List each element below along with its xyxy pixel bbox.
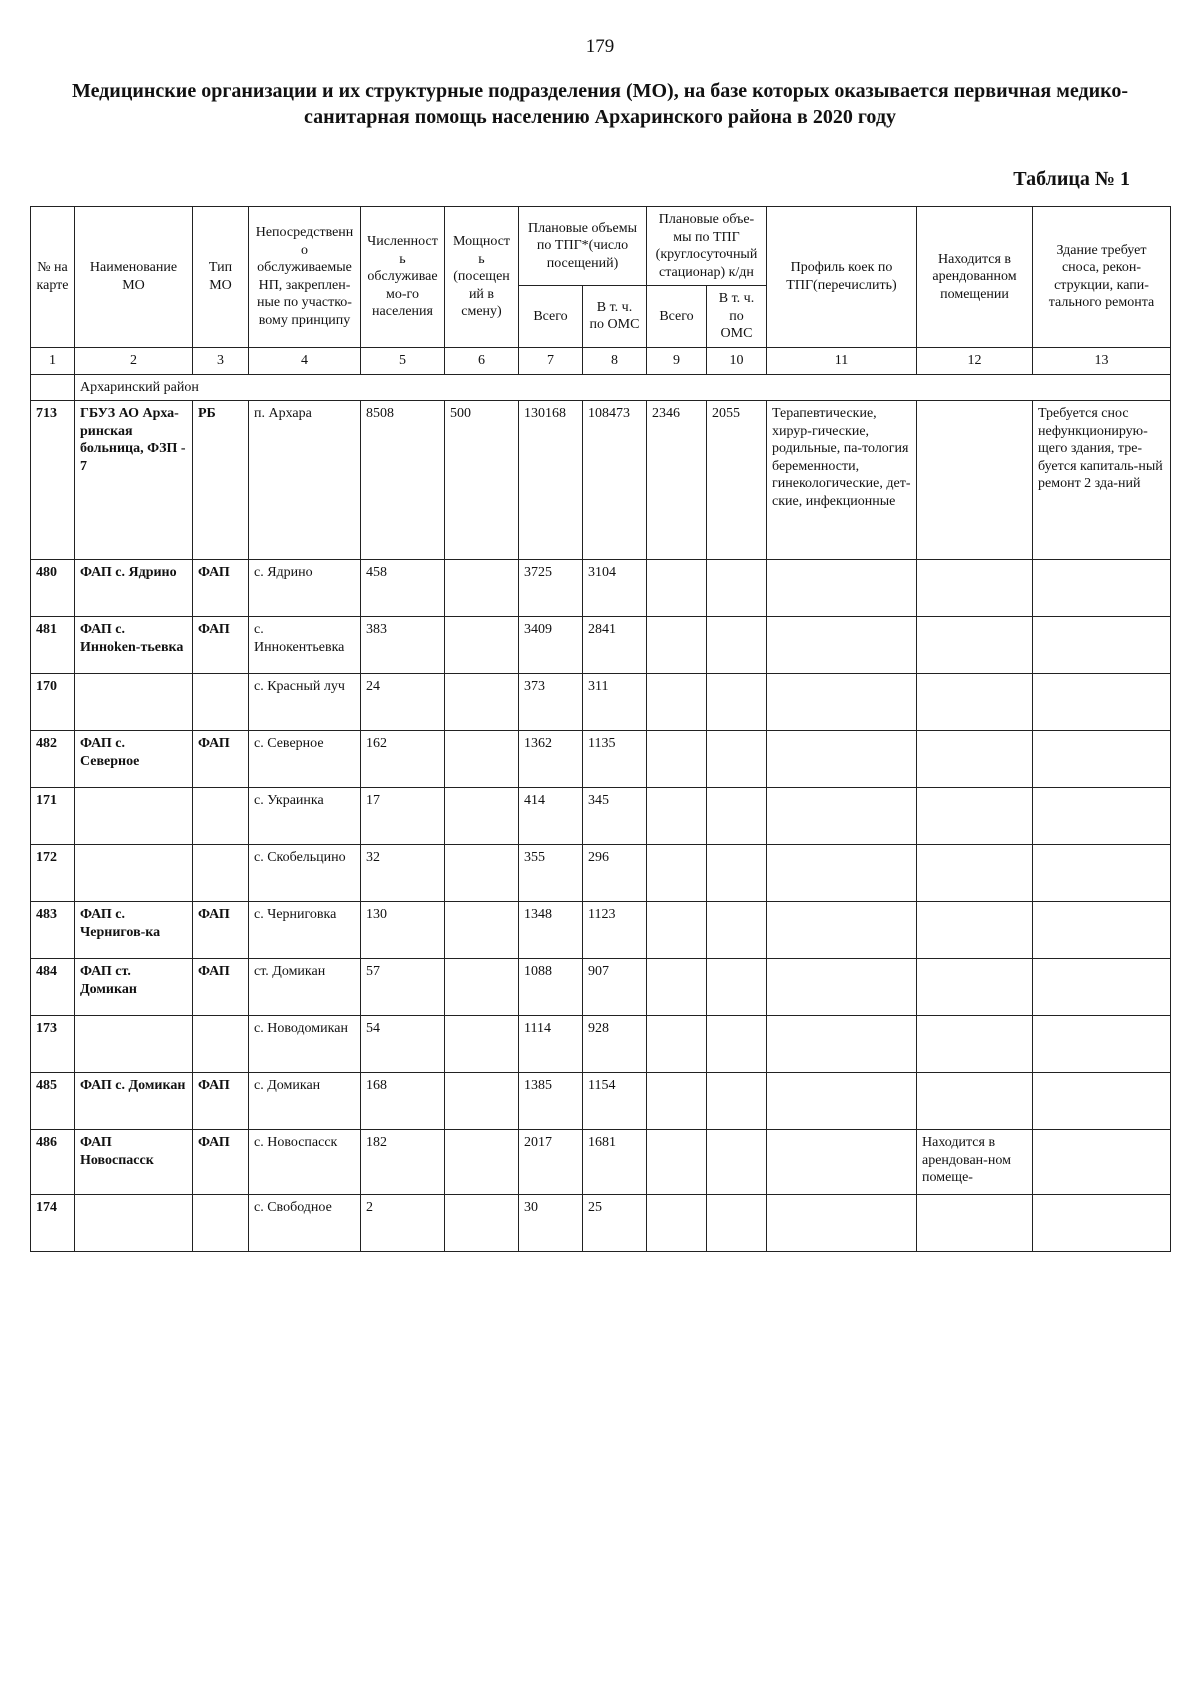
table-cell-col-7: 3725 <box>519 560 583 617</box>
header-mo-name: Наименование МО <box>75 207 193 348</box>
table-cell-col-12 <box>917 959 1033 1016</box>
table-cell-col-4: с. Новодомикан <box>249 1016 361 1073</box>
header-map-number: № на карте <box>31 207 75 348</box>
header-visits-plan: Плановые объемы по ТПГ*(число посещений) <box>519 207 647 286</box>
table-cell-col-3 <box>193 1195 249 1252</box>
table-row <box>31 1016 1171 1073</box>
table-cell-col-5: 57 <box>361 959 445 1016</box>
table-cell-col-4: с. Иннокентьевка <box>249 617 361 674</box>
table-cell-col-8: 1154 <box>583 1073 647 1130</box>
table-cell-col-13 <box>1033 617 1171 674</box>
table-cell-col-6 <box>445 1195 519 1252</box>
header-hospital-plan: Плановые объе-мы по ТПГ (круглосуточный стационар) к/дн <box>647 207 767 286</box>
table-cell-col-12 <box>917 401 1033 560</box>
table-cell-col-10 <box>707 788 767 845</box>
table-cell-col-8: 296 <box>583 845 647 902</box>
table-cell-col-8: 345 <box>583 788 647 845</box>
table-cell-col-8: 3104 <box>583 560 647 617</box>
table-cell-col-4: с. Домикан <box>249 1073 361 1130</box>
table-cell-col-5: 182 <box>361 1130 445 1195</box>
table-cell-col-2: ФАП Новоспасск <box>75 1130 193 1195</box>
table-cell-col-12 <box>917 1195 1033 1252</box>
column-number: 1 <box>31 347 75 374</box>
table-cell-col-4: с. Ядрино <box>249 560 361 617</box>
column-number: 11 <box>767 347 917 374</box>
table-cell-col-6 <box>445 617 519 674</box>
table-cell-col-3 <box>193 674 249 731</box>
table-cell-col-8: 1123 <box>583 902 647 959</box>
subheader-visits-oms: В т. ч. по ОМС <box>583 286 647 348</box>
table-cell-col-7: 1088 <box>519 959 583 1016</box>
table-cell-col-1: 481 <box>31 617 75 674</box>
table-cell-col-8: 311 <box>583 674 647 731</box>
table-cell-col-2: ФАП с. Чернигов-ка <box>75 902 193 959</box>
table-cell-col-11: Терапевтические, хирур-гические, родильные, па-тология беременности, гинекологические, дет-ские, инфекционные <box>767 401 917 560</box>
table-cell-col-9 <box>647 959 707 1016</box>
table-cell-col-10 <box>707 959 767 1016</box>
table-cell-col-6 <box>445 1016 519 1073</box>
table-cell-col-10 <box>707 1073 767 1130</box>
table-cell-col-3: ФАП <box>193 617 249 674</box>
table-cell-col-7: 1385 <box>519 1073 583 1130</box>
table-cell-col-7: 1348 <box>519 902 583 959</box>
table-row <box>31 1195 1171 1252</box>
table-cell-col-9 <box>647 1195 707 1252</box>
header-capacity: Мощность (посещений в смену) <box>445 207 519 348</box>
table-cell-col-7: 355 <box>519 845 583 902</box>
column-number: 7 <box>519 347 583 374</box>
table-cell-col-6 <box>445 674 519 731</box>
table-cell-col-13 <box>1033 1016 1171 1073</box>
table-cell-col-6 <box>445 902 519 959</box>
column-number: 2 <box>75 347 193 374</box>
table-cell-col-5: 2 <box>361 1195 445 1252</box>
table-cell-col-13 <box>1033 959 1171 1016</box>
column-number: 5 <box>361 347 445 374</box>
table-cell-col-1: 483 <box>31 902 75 959</box>
table-cell-col-2 <box>75 1016 193 1073</box>
table-cell-col-13 <box>1033 674 1171 731</box>
header-row <box>31 207 1171 286</box>
table-cell-col-10 <box>707 674 767 731</box>
table-number: Таблица № 1 <box>1013 168 1130 190</box>
table-cell-col-7: 3409 <box>519 617 583 674</box>
table-cell-col-9 <box>647 845 707 902</box>
table-cell-col-5: 162 <box>361 731 445 788</box>
column-number-row <box>31 347 1171 374</box>
table-cell-col-2: ФАП с. Ядрино <box>75 560 193 617</box>
header-bed-profile: Профиль коек по ТПГ(перечислить) <box>767 207 917 348</box>
column-number: 4 <box>249 347 361 374</box>
table-cell-col-8: 108473 <box>583 401 647 560</box>
table-cell-col-3: ФАП <box>193 1130 249 1195</box>
table-cell-col-4: с. Красный луч <box>249 674 361 731</box>
table-cell-col-1: 173 <box>31 1016 75 1073</box>
table-cell-col-2: ГБУЗ АО Арха-ринская больница, ФЗП - 7 <box>75 401 193 560</box>
table-cell-col-12 <box>917 674 1033 731</box>
column-number: 13 <box>1033 347 1171 374</box>
table-cell-col-9: 2346 <box>647 401 707 560</box>
table-cell-col-5: 168 <box>361 1073 445 1130</box>
table-row <box>31 560 1171 617</box>
table-cell-col-9 <box>647 1130 707 1195</box>
table-cell-col-1: 486 <box>31 1130 75 1195</box>
table-cell-col-10 <box>707 1016 767 1073</box>
table-cell-col-4: с. Свободное <box>249 1195 361 1252</box>
table-cell-col-3: ФАП <box>193 959 249 1016</box>
table-cell-col-9 <box>647 731 707 788</box>
table-cell-col-13 <box>1033 731 1171 788</box>
table-cell-col-11 <box>767 674 917 731</box>
table-cell-col-7: 30 <box>519 1195 583 1252</box>
table-cell-col-1: 482 <box>31 731 75 788</box>
table-cell-col-1: 713 <box>31 401 75 560</box>
table-cell-col-13 <box>1033 1073 1171 1130</box>
table-cell-col-3: ФАП <box>193 560 249 617</box>
table-cell-col-2 <box>75 674 193 731</box>
table-cell-col-2: ФАП с. Домикан <box>75 1073 193 1130</box>
table-row <box>31 959 1171 1016</box>
table-cell-col-12 <box>917 902 1033 959</box>
header-settlements: Непосредственно обслуживаемые НП, закреплен-ные по участко-вому принципу <box>249 207 361 348</box>
table-cell-col-8: 1135 <box>583 731 647 788</box>
column-number: 6 <box>445 347 519 374</box>
table-cell-col-3: РБ <box>193 401 249 560</box>
column-number: 8 <box>583 347 647 374</box>
table-cell-col-7: 414 <box>519 788 583 845</box>
table-cell-col-10 <box>707 560 767 617</box>
table-cell-col-11 <box>767 959 917 1016</box>
table-cell-col-8: 907 <box>583 959 647 1016</box>
table-cell-col-2: ФАП с. Инноken-тьевка <box>75 617 193 674</box>
table-cell-col-8: 2841 <box>583 617 647 674</box>
table-cell-col-9 <box>647 674 707 731</box>
table-cell-col-7: 130168 <box>519 401 583 560</box>
table-cell-col-9 <box>647 560 707 617</box>
table-cell-col-8: 25 <box>583 1195 647 1252</box>
table-cell-col-3: ФАП <box>193 731 249 788</box>
table-cell-col-2 <box>75 1195 193 1252</box>
table-cell-col-11 <box>767 1073 917 1130</box>
table-cell-col-1: 172 <box>31 845 75 902</box>
table-cell-col-3: ФАП <box>193 902 249 959</box>
table-cell-col-12: Находится в арендован-ном помеще- <box>917 1130 1033 1195</box>
table-cell-col-4: с. Украинка <box>249 788 361 845</box>
table-cell-col-9 <box>647 617 707 674</box>
document-title: Медицинские организации и их структурные подразделения (МО), на базе которых оказывается первичная медико-санитарная помощь населению Архаринского района в 2020 году <box>71 80 1129 128</box>
table-cell-col-5: 54 <box>361 1016 445 1073</box>
column-number: 12 <box>917 347 1033 374</box>
table-row <box>31 845 1171 902</box>
table-cell-col-11 <box>767 1130 917 1195</box>
table-cell-col-4: с. Черниговка <box>249 902 361 959</box>
header-mo-type: Тип МО <box>193 207 249 348</box>
table-cell-col-4: п. Архара <box>249 401 361 560</box>
table-row <box>31 731 1171 788</box>
table-cell-col-13 <box>1033 560 1171 617</box>
table-cell-col-5: 17 <box>361 788 445 845</box>
table-cell-col-5: 24 <box>361 674 445 731</box>
table-cell-col-1: 171 <box>31 788 75 845</box>
table-cell-col-13: Требуется снос нефункционирую-щего здания, тре-буется капиталь-ный ремонт 2 зда-ний <box>1033 401 1171 560</box>
table-cell-col-3 <box>193 788 249 845</box>
header-rented: Находится в арендованном помещении <box>917 207 1033 348</box>
table-row <box>31 617 1171 674</box>
table-cell-col-2: ФАП с. Северное <box>75 731 193 788</box>
table-cell-col-3: ФАП <box>193 1073 249 1130</box>
table-cell-col-12 <box>917 617 1033 674</box>
table-cell-col-6 <box>445 1073 519 1130</box>
table-cell-col-13 <box>1033 902 1171 959</box>
table-cell-col-3 <box>193 845 249 902</box>
table-cell-col-12 <box>917 845 1033 902</box>
table-cell-col-1: 174 <box>31 1195 75 1252</box>
table-cell-col-6 <box>445 959 519 1016</box>
table-cell-col-6: 500 <box>445 401 519 560</box>
table-cell-col-5: 458 <box>361 560 445 617</box>
table-cell-col-6 <box>445 845 519 902</box>
column-number: 9 <box>647 347 707 374</box>
table-cell-col-7: 373 <box>519 674 583 731</box>
table-cell-col-13 <box>1033 1130 1171 1195</box>
table-cell-col-13 <box>1033 788 1171 845</box>
column-number: 3 <box>193 347 249 374</box>
table-cell-col-10 <box>707 1195 767 1252</box>
table-cell-col-12 <box>917 1016 1033 1073</box>
table-row <box>31 401 1171 560</box>
table-cell-col-6 <box>445 1130 519 1195</box>
table-cell-col-11 <box>767 560 917 617</box>
table-cell-col-9 <box>647 1016 707 1073</box>
table-cell-col-13 <box>1033 845 1171 902</box>
table-cell-col-7: 1114 <box>519 1016 583 1073</box>
table-cell-col-7: 2017 <box>519 1130 583 1195</box>
table-cell-col-6 <box>445 731 519 788</box>
table-cell-col-4: с. Новоспасск <box>249 1130 361 1195</box>
column-number: 10 <box>707 347 767 374</box>
table-cell-col-9 <box>647 788 707 845</box>
district-name: Архаринский район <box>75 374 1171 401</box>
subheader-visits-total: Всего <box>519 286 583 348</box>
table-cell-col-10 <box>707 902 767 959</box>
table-cell-col-10: 2055 <box>707 401 767 560</box>
table-cell-col-2 <box>75 845 193 902</box>
table-row <box>31 902 1171 959</box>
header-repair: Здание требует сноса, рекон-струкции, капи-тального ремонта <box>1033 207 1171 348</box>
table-cell-col-12 <box>917 1073 1033 1130</box>
table-row <box>31 1130 1171 1195</box>
page-number: 179 <box>585 36 615 57</box>
table-cell-col-3 <box>193 1016 249 1073</box>
table-cell-col-12 <box>917 560 1033 617</box>
table-cell-col-2: ФАП ст. Домикан <box>75 959 193 1016</box>
table-cell-col-4: с. Северное <box>249 731 361 788</box>
table-cell-col-5: 130 <box>361 902 445 959</box>
table-cell-col-11 <box>767 1195 917 1252</box>
table-cell-col-4: с. Скобельцино <box>249 845 361 902</box>
table-cell-col-9 <box>647 902 707 959</box>
table-cell-col-10 <box>707 731 767 788</box>
table-cell-col-10 <box>707 1130 767 1195</box>
table-cell-col-8: 928 <box>583 1016 647 1073</box>
table-cell-col-11 <box>767 731 917 788</box>
table-cell-col-1: 480 <box>31 560 75 617</box>
table-cell-col-12 <box>917 788 1033 845</box>
subheader-hospital-total: Всего <box>647 286 707 348</box>
table-cell-col-8: 1681 <box>583 1130 647 1195</box>
table-cell-col-10 <box>707 845 767 902</box>
table-cell-col-11 <box>767 617 917 674</box>
table-cell-col-4: ст. Домикан <box>249 959 361 1016</box>
table-row <box>31 674 1171 731</box>
table-cell-col-10 <box>707 617 767 674</box>
table-cell-col-6 <box>445 788 519 845</box>
table-cell-col-11 <box>767 1016 917 1073</box>
table-cell-col-11 <box>767 902 917 959</box>
facilities-table <box>30 206 1171 1252</box>
table-cell-col-13 <box>1033 1195 1171 1252</box>
table-cell-col-7: 1362 <box>519 731 583 788</box>
table-cell-col-2 <box>75 788 193 845</box>
table-cell-col-1: 484 <box>31 959 75 1016</box>
table-cell-col-6 <box>445 560 519 617</box>
table-cell-col-1: 170 <box>31 674 75 731</box>
table-cell-col-5: 383 <box>361 617 445 674</box>
subheader-hospital-oms: В т. ч. по ОМС <box>707 286 767 348</box>
header-population: Численность обслуживаемо-го населения <box>361 207 445 348</box>
table-cell-col-12 <box>917 731 1033 788</box>
district-row <box>31 374 1171 401</box>
table-row <box>31 1073 1171 1130</box>
table-cell-col-1: 485 <box>31 1073 75 1130</box>
table-row <box>31 788 1171 845</box>
table-cell-col-5: 32 <box>361 845 445 902</box>
table-cell-col-11 <box>767 788 917 845</box>
table-cell-col-11 <box>767 845 917 902</box>
table-cell-col-5: 8508 <box>361 401 445 560</box>
table-cell-col-9 <box>647 1073 707 1130</box>
